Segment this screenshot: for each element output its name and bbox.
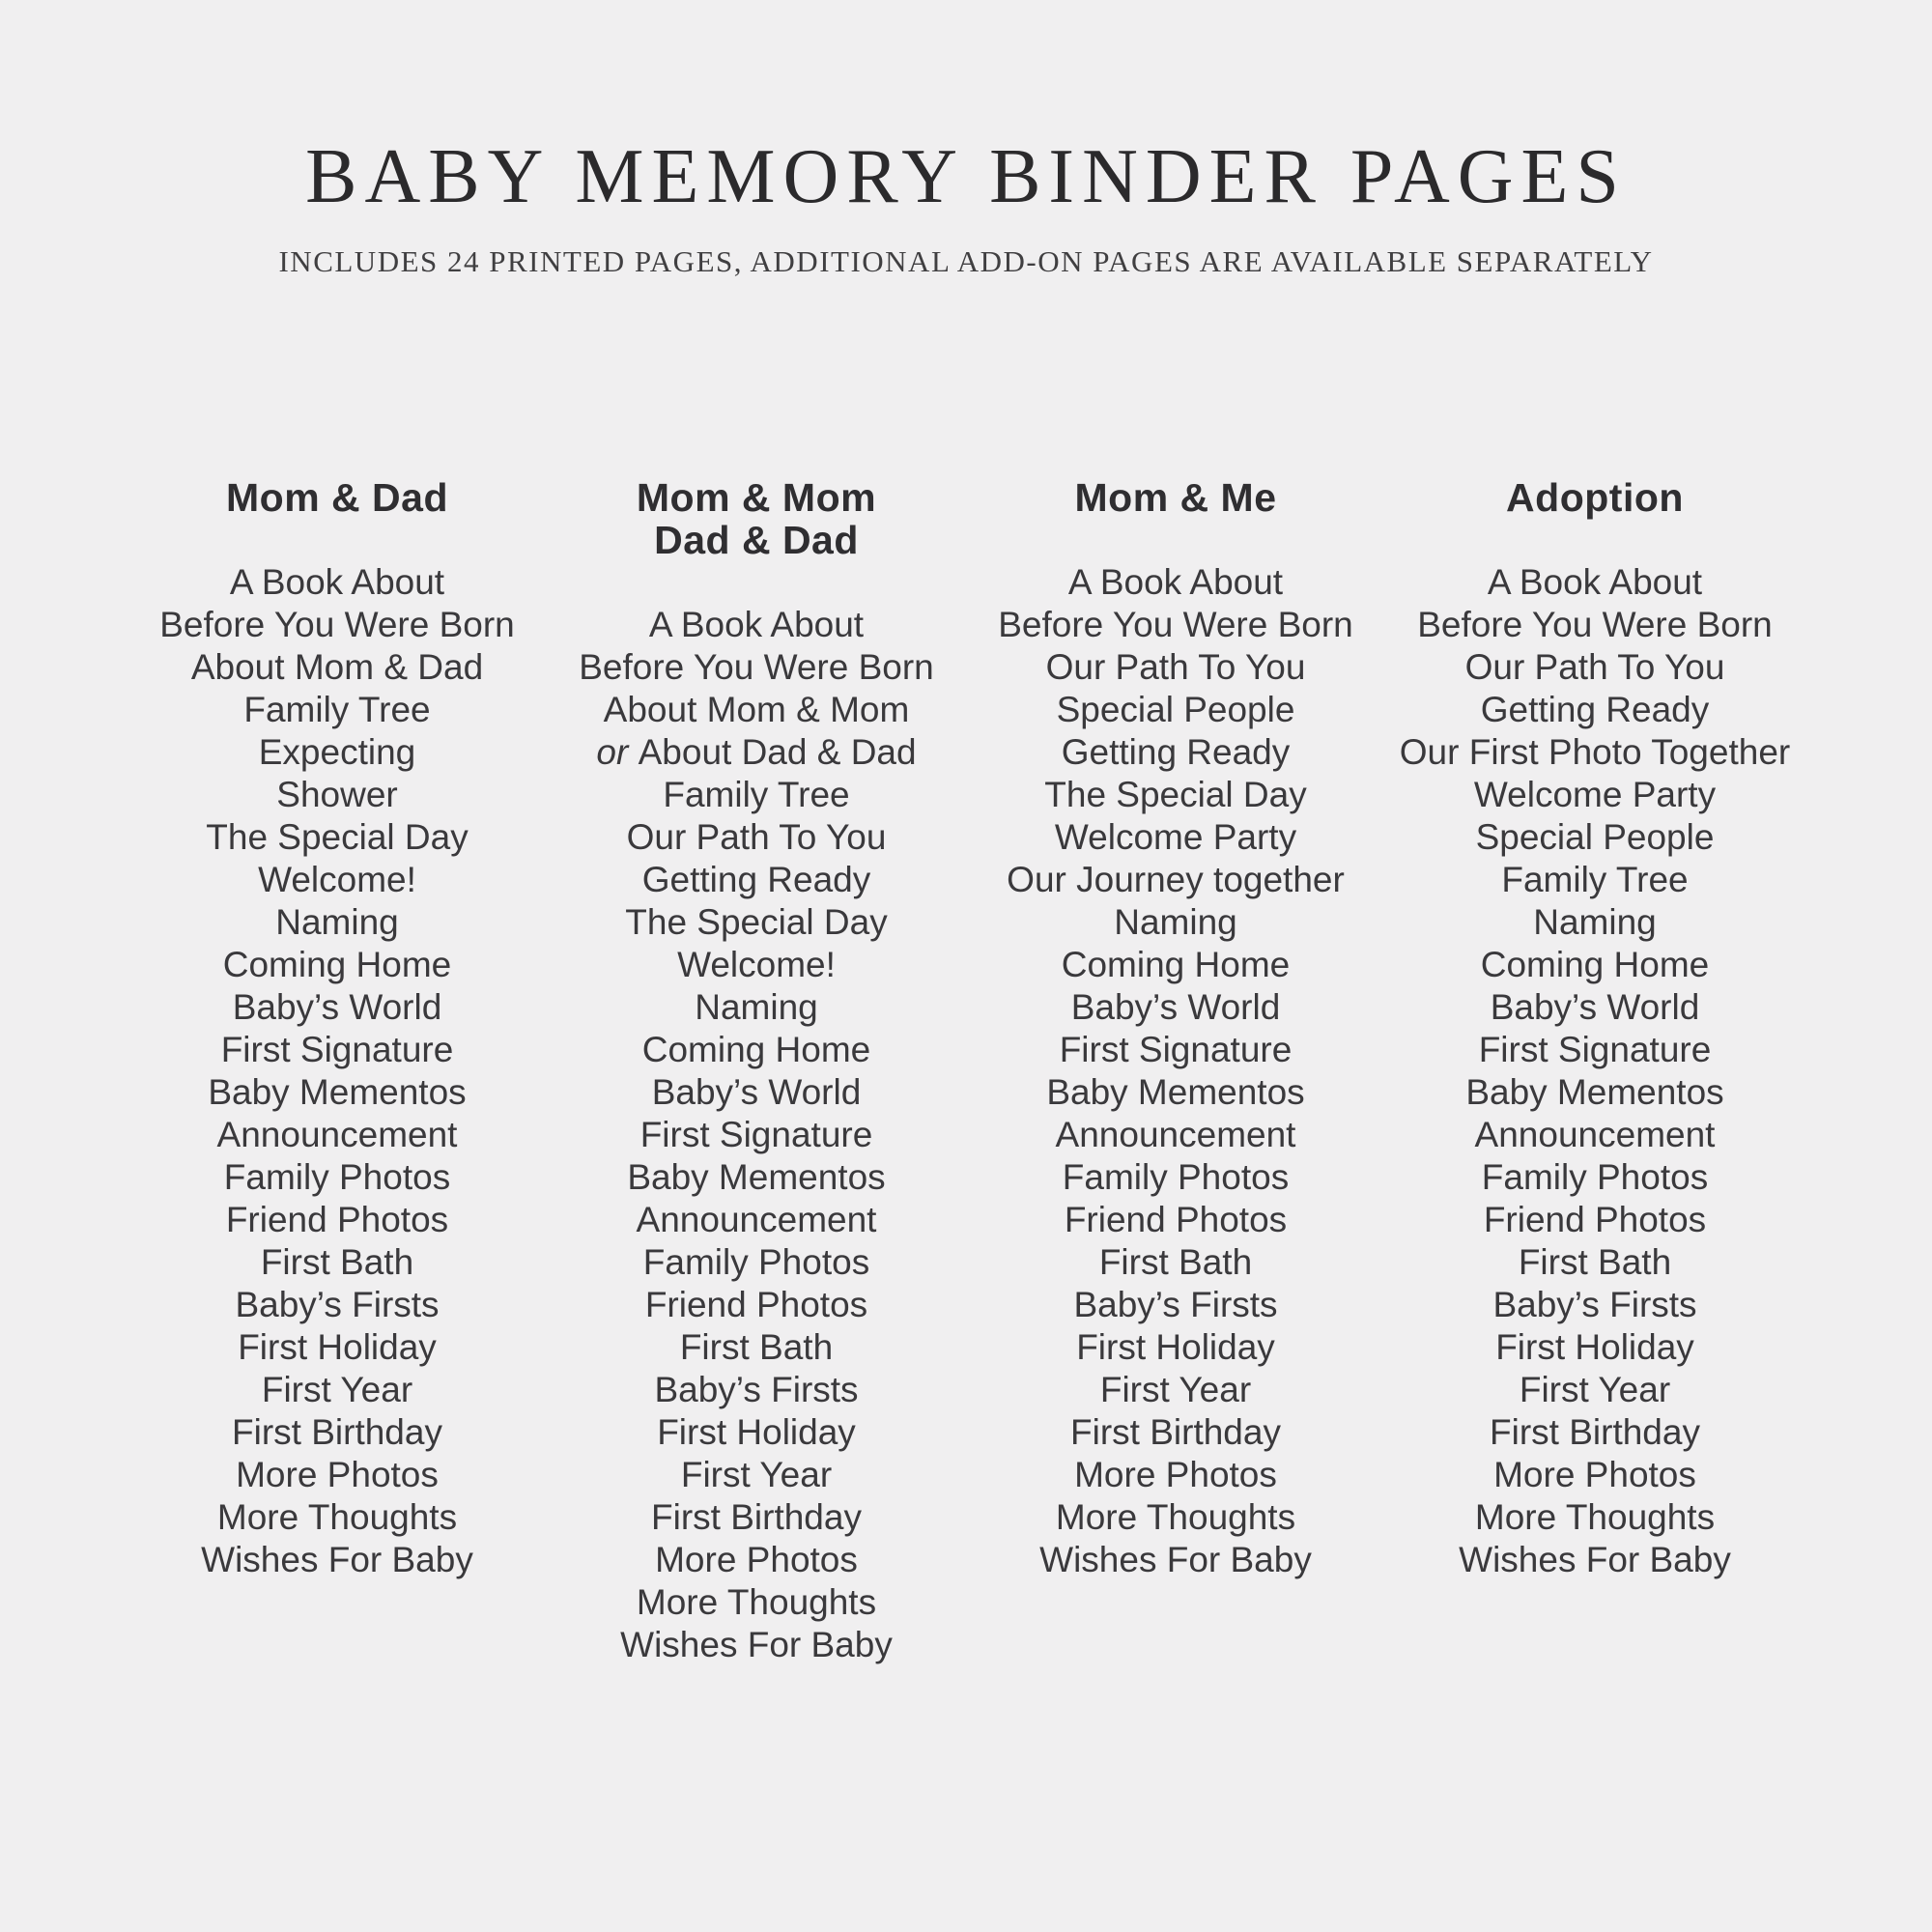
list-item: About Mom & Mom	[603, 690, 910, 729]
list-item: Wishes For Baby	[1459, 1540, 1731, 1579]
list-item: Before You Were Born	[579, 647, 934, 687]
list-item: Wishes For Baby	[620, 1625, 893, 1664]
list-item: Baby’s Firsts	[1492, 1285, 1697, 1324]
list-item: Announcement	[1055, 1115, 1296, 1154]
list-item: Baby Mementos	[1465, 1072, 1724, 1112]
column	[1385, 476, 1804, 1666]
page-list	[966, 561, 1385, 1581]
list-item: Naming	[695, 987, 818, 1027]
list-item: Wishes For Baby	[1039, 1540, 1312, 1579]
column-heading	[966, 476, 1385, 519]
list-item: Baby’s World	[651, 1072, 862, 1112]
list-item: First Birthday	[1490, 1412, 1700, 1452]
list-item: First Signature	[639, 1115, 873, 1154]
list-item: Welcome Party	[1473, 775, 1717, 814]
list-item: Announcement	[636, 1200, 877, 1239]
list-item: First Birthday	[1070, 1412, 1281, 1452]
list-item: First Signature	[220, 1030, 454, 1069]
list-item-italic-prefix: or	[596, 732, 639, 772]
list-item: More Thoughts	[1474, 1497, 1716, 1537]
list-item	[547, 731, 966, 774]
list-item: Family Tree	[663, 775, 850, 814]
column	[128, 476, 547, 1666]
list-item: Family Photos	[223, 1157, 451, 1197]
column-heading-line: Dad & Dad	[654, 518, 859, 562]
list-item: First Year	[261, 1370, 413, 1409]
list-item: Family Tree	[1501, 860, 1689, 899]
list-item: Announcement	[1474, 1115, 1716, 1154]
list-item: Naming	[275, 902, 399, 942]
list-item: Our Path To You	[1045, 647, 1306, 687]
list-item: Getting Ready	[641, 860, 871, 899]
list-item: Baby’s Firsts	[654, 1370, 859, 1409]
list-item: First Signature	[1059, 1030, 1293, 1069]
list-item: More Thoughts	[1055, 1497, 1296, 1537]
columns	[128, 476, 1804, 1666]
list-item: First Year	[1519, 1370, 1671, 1409]
column-heading-line: Mom & Mom	[636, 475, 877, 520]
list-item: Before You Were Born	[998, 605, 1353, 644]
list-item: Shower	[276, 775, 398, 814]
list-item: Getting Ready	[1480, 690, 1710, 729]
column-heading-line: Mom & Me	[1074, 475, 1277, 520]
list-item: Our First Photo Together	[1399, 732, 1791, 772]
list-item: A Book About	[1487, 562, 1703, 602]
column	[966, 476, 1385, 1666]
list-item: Friend Photos	[644, 1285, 868, 1324]
column-heading-line: Mom & Dad	[226, 475, 448, 520]
list-item: Friend Photos	[1064, 1200, 1288, 1239]
list-item: First Bath	[1098, 1242, 1253, 1282]
list-item: Family Photos	[642, 1242, 870, 1282]
list-item: Friend Photos	[225, 1200, 449, 1239]
list-item: First Signature	[1478, 1030, 1712, 1069]
column-heading-line: Adoption	[1506, 475, 1684, 520]
list-item: Special People	[1056, 690, 1295, 729]
list-item: Wishes For Baby	[201, 1540, 473, 1579]
list-item: A Book About	[1067, 562, 1284, 602]
page-list	[547, 604, 966, 1666]
list-item-text: About Dad & Dad	[638, 732, 917, 772]
list-item: Family Photos	[1062, 1157, 1290, 1197]
list-item: First Birthday	[232, 1412, 442, 1452]
list-item: Special People	[1475, 817, 1715, 857]
list-item: Family Photos	[1481, 1157, 1709, 1197]
list-item: The Special Day	[1044, 775, 1307, 814]
list-item: Coming Home	[641, 1030, 871, 1069]
list-item: More Photos	[1493, 1455, 1696, 1494]
column	[547, 476, 966, 1666]
list-item: Baby’s World	[1070, 987, 1281, 1027]
list-item: More Photos	[1074, 1455, 1277, 1494]
column-heading	[128, 476, 547, 519]
list-item: Baby’s Firsts	[1073, 1285, 1278, 1324]
list-item: Getting Ready	[1061, 732, 1291, 772]
list-item: Our Path To You	[626, 817, 887, 857]
list-item: More Photos	[655, 1540, 858, 1579]
page-list	[1385, 561, 1804, 1581]
list-item: Friend Photos	[1483, 1200, 1707, 1239]
list-item: Coming Home	[1480, 945, 1710, 984]
column-heading	[1385, 476, 1804, 519]
list-item: Our Journey together	[1007, 860, 1345, 899]
list-item: Baby Mementos	[1046, 1072, 1305, 1112]
list-item: First Bath	[1518, 1242, 1672, 1282]
list-item: The Special Day	[625, 902, 888, 942]
page-title: BABY MEMORY BINDER PAGES	[305, 134, 1627, 219]
list-item: Coming Home	[1061, 945, 1291, 984]
list-item: Welcome Party	[1054, 817, 1297, 857]
list-item: First Holiday	[1495, 1327, 1694, 1367]
list-item: Expecting	[258, 732, 416, 772]
list-item: A Book About	[229, 562, 445, 602]
list-item: First Holiday	[238, 1327, 437, 1367]
list-item: First Year	[1099, 1370, 1252, 1409]
list-item: Welcome!	[677, 945, 836, 984]
page-list	[128, 561, 547, 1581]
list-item: Announcement	[216, 1115, 458, 1154]
list-item: First Holiday	[657, 1412, 856, 1452]
list-item: First Year	[680, 1455, 833, 1494]
column-heading	[547, 476, 966, 561]
list-item: Naming	[1114, 902, 1237, 942]
list-item: The Special Day	[206, 817, 469, 857]
list-item: Coming Home	[222, 945, 452, 984]
list-item: About Mom & Dad	[190, 647, 484, 687]
list-item: More Thoughts	[636, 1582, 877, 1622]
list-item: Baby’s World	[232, 987, 442, 1027]
list-item: Before You Were Born	[1417, 605, 1773, 644]
list-item: Baby Mementos	[208, 1072, 467, 1112]
list-item: Baby’s World	[1490, 987, 1700, 1027]
page-subtitle: INCLUDES 24 PRINTED PAGES, ADDITIONAL ADD-ON PAGES ARE AVAILABLE SEPARATELY	[278, 244, 1654, 278]
list-item: First Holiday	[1076, 1327, 1275, 1367]
list-item: Welcome!	[258, 860, 416, 899]
list-item: Naming	[1533, 902, 1657, 942]
list-item: First Bath	[260, 1242, 414, 1282]
list-item: Our Path To You	[1464, 647, 1725, 687]
list-item: Baby’s Firsts	[235, 1285, 440, 1324]
list-item: Baby Mementos	[627, 1157, 886, 1197]
header	[0, 0, 1932, 280]
list-item: First Birthday	[651, 1497, 862, 1537]
list-item: More Photos	[236, 1455, 439, 1494]
list-item: A Book About	[648, 605, 865, 644]
list-item: Before You Were Born	[159, 605, 515, 644]
list-item: First Bath	[679, 1327, 834, 1367]
list-item: More Thoughts	[216, 1497, 458, 1537]
list-item: Family Tree	[243, 690, 431, 729]
